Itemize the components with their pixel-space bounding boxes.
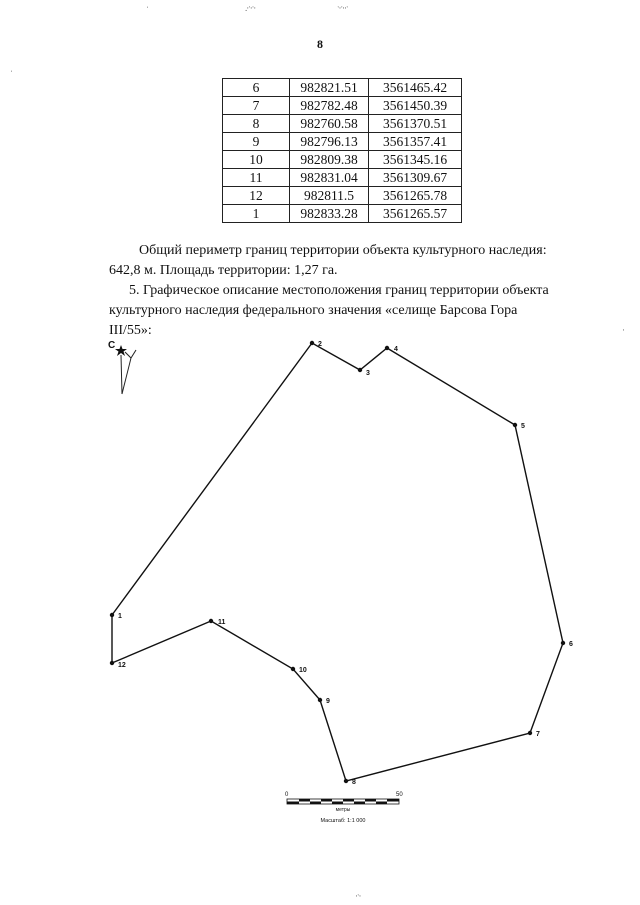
north-arrow-fork — [125, 352, 131, 358]
description-line-1: 5. Графическое описание местоположения границ территории объекта — [129, 283, 549, 298]
point-label: 12 — [118, 662, 126, 669]
scale-bar — [285, 792, 403, 824]
point-label: 4 — [394, 346, 398, 353]
point-label: 9 — [326, 698, 330, 705]
table-row: 8 982760.58 3561370.51 — [223, 115, 462, 133]
scan-speck: .·ˑ·ˑ· — [245, 3, 256, 13]
point-label: 8 — [352, 779, 356, 786]
boundary-point — [209, 619, 213, 623]
boundary-point — [528, 731, 532, 735]
boundary-point — [358, 368, 362, 372]
north-arrow — [108, 340, 136, 394]
boundary-point — [110, 613, 114, 617]
point-label: 2 — [318, 341, 322, 348]
table-row: 6 982821.51 3561465.42 — [223, 79, 462, 97]
north-label: С — [108, 340, 116, 351]
description-line-3: III/55»: — [109, 323, 152, 338]
scan-speck: ·ˑ· — [355, 891, 361, 901]
scale-end-label: 50 — [396, 792, 403, 798]
table-row: 9 982796.13 3561357.41 — [223, 133, 462, 151]
north-star-icon — [115, 345, 127, 356]
boundary-point — [291, 667, 295, 671]
boundary-point — [344, 779, 348, 783]
north-arrow-side — [122, 358, 131, 394]
boundary-point — [110, 661, 114, 665]
boundary-point — [513, 423, 517, 427]
point-label: 7 — [536, 731, 540, 738]
scale-ratio-label: Масштаб: 1:1 000 — [320, 818, 366, 824]
point-label: 11 — [218, 619, 226, 626]
boundary-point — [318, 698, 322, 702]
point-label: 5 — [521, 423, 525, 430]
scale-units-label: метры — [335, 807, 351, 813]
scale-start-label: 0 — [285, 792, 289, 798]
table-row: 1 982833.28 3561265.57 — [223, 205, 462, 223]
boundary-point — [385, 346, 389, 350]
table-row: 12 982811.5 3561265.78 — [223, 187, 462, 205]
table-row: 11 982831.04 3561309.67 — [223, 169, 462, 187]
table-row: 10 982809.38 3561345.16 — [223, 151, 462, 169]
scan-speck: · — [622, 325, 625, 335]
point-labels — [118, 341, 573, 786]
page-number: 8 — [317, 37, 323, 51]
territory-boundary — [112, 343, 563, 781]
perimeter-line-1: Общий периметр границ территории объекта культурного наследия: — [139, 243, 547, 258]
scan-speck: ˑ·ˑ··ˑ — [337, 3, 348, 13]
scan-speck: ˈ — [10, 69, 13, 79]
point-label: 10 — [299, 667, 307, 674]
north-arrow-shaft — [121, 355, 122, 394]
boundary-points — [110, 341, 565, 783]
point-label: 3 — [366, 370, 370, 377]
perimeter-line-2: 642,8 м. Площадь территории: 1,27 га. — [109, 263, 338, 278]
boundary-point — [310, 341, 314, 345]
scan-speck: ˈ — [146, 5, 149, 15]
point-label: 6 — [569, 641, 573, 648]
description-line-2: культурного наследия федерального значения «селище Барсова Гора — [109, 303, 518, 318]
north-arrow-fork — [131, 350, 136, 358]
point-label: 1 — [118, 613, 122, 620]
boundary-point — [561, 641, 565, 645]
table-row: 7 982782.48 3561450.39 — [223, 97, 462, 115]
